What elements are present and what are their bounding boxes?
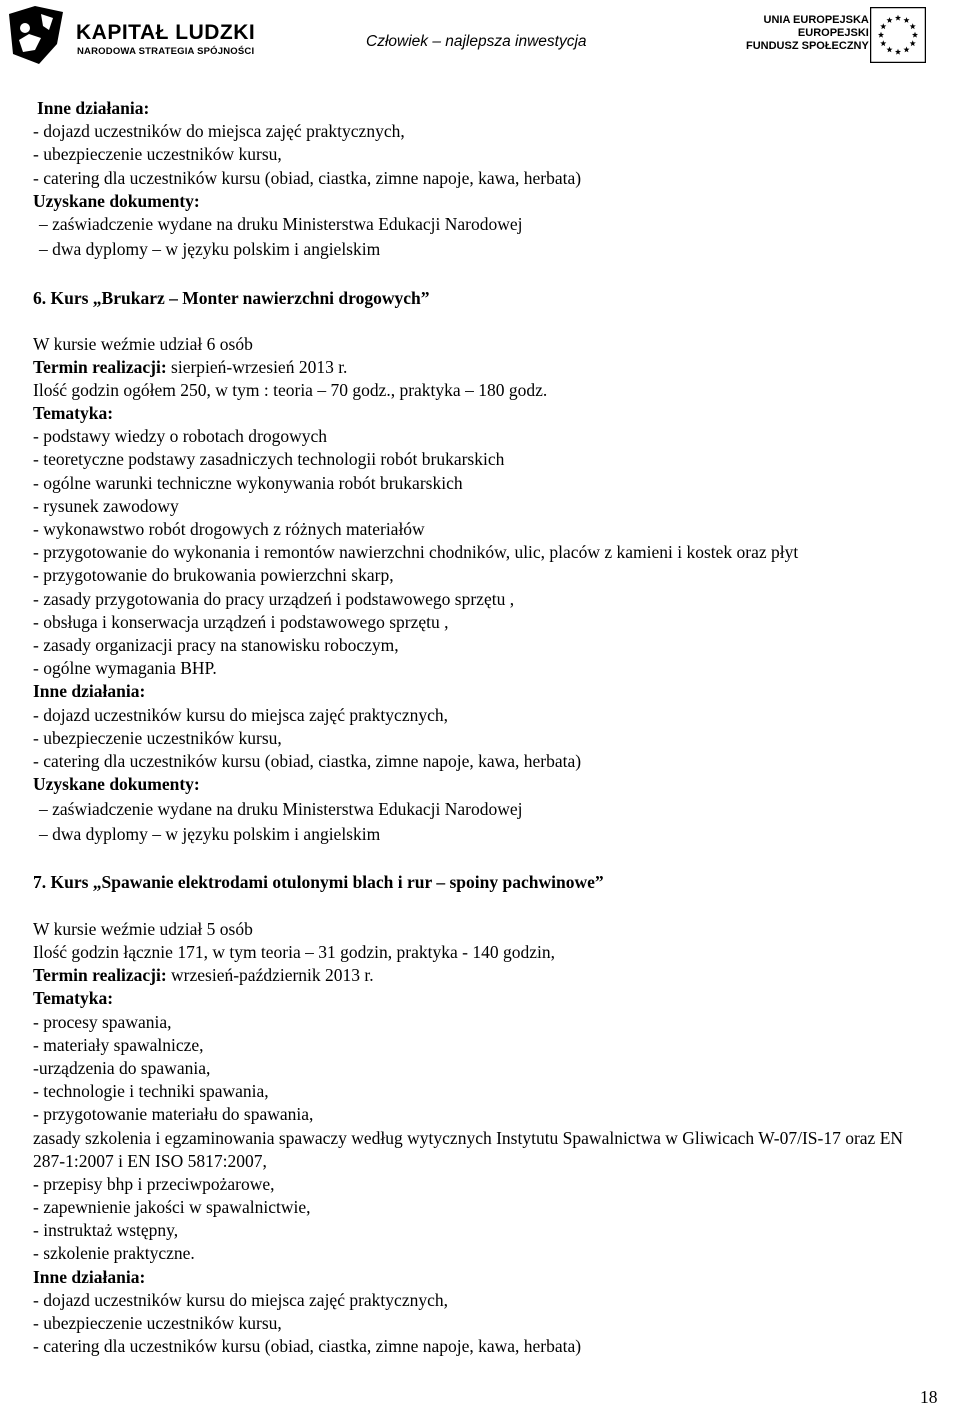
- other-activities-heading: Inne działania:: [33, 681, 146, 702]
- section-7-title: 7. Kurs „Spawanie elektrodami otulonymi blach i rur – spoiny pachwinowe”: [33, 871, 604, 892]
- list-item: - zasady przygotowania do pracy urządzeń i podstawowego sprzętu ,: [33, 588, 515, 609]
- list-item: - teoretyczne podstawy zasadniczych technologii robót brukarskich: [33, 449, 505, 470]
- other-activities-heading: Inne działania:: [33, 1266, 146, 1287]
- list-item: - ubezpieczenie uczestników kursu,: [33, 1313, 282, 1334]
- list-item: - ogólne warunki techniczne wykonywania robót brukarskich: [33, 472, 463, 493]
- list-item: - obsługa i konserwacja urządzeń i podstawowego sprzętu ,: [33, 611, 449, 632]
- list-item: - przepisy bhp i przeciwpożarowe,: [33, 1173, 275, 1194]
- document-body: [33, 97, 948, 1358]
- list-item: -urządzenia do spawania,: [33, 1057, 211, 1078]
- page-header: [0, 0, 960, 70]
- list-item: zasady szkolenia i egzaminowania spawaczy według wytycznych Instytutu Spawalnictwa w Gliwicach W-07/IS-17 oraz EN 287-1:2007 i EN ISO 5817:2007,: [33, 1127, 904, 1171]
- documents-heading: Uzyskane dokumenty:: [33, 774, 200, 795]
- eu-line-1: UNIA EUROPEJSKA: [763, 14, 869, 26]
- list-item: - catering dla uczestników kursu (obiad, ciastka, zimne napoje, kawa, herbata): [33, 750, 582, 771]
- hours: Ilość godzin łącznie 171, w tym teoria – 31 godzin, praktyka - 140 godzin,: [33, 942, 555, 962]
- list-item: – dwa dyplomy – w języku polskim i angielskim: [39, 239, 381, 260]
- list-item: - procesy spawania,: [33, 1011, 172, 1032]
- topics-heading: Tematyka:: [33, 403, 114, 424]
- other-activities-heading: Inne działania:: [37, 98, 150, 118]
- list-item: - catering dla uczestników kursu (obiad, ciastka, zimne napoje, kawa, herbata): [33, 167, 582, 188]
- eu-line-2: EUROPEJSKI: [797, 27, 869, 39]
- list-item: - dojazd uczestników kursu do miejsca zajęć praktycznych,: [33, 1289, 448, 1310]
- list-item: - materiały spawalnicze,: [33, 1034, 204, 1055]
- logo-subtitle: NARODOWA STRATEGIA SPÓJNOŚCI: [77, 46, 255, 57]
- kapital-ludzki-logo: [5, 4, 67, 66]
- eu-label: [746, 14, 869, 53]
- hours: Ilość godzin ogółem 250, w tym : teoria – 70 godz., praktyka – 180 godz.: [33, 379, 548, 400]
- list-item: - dojazd uczestników do miejsca zajęć praktycznych,: [33, 121, 405, 142]
- term-label: Termin realizacji:: [33, 356, 167, 377]
- list-item: - przygotowanie materiału do spawania,: [33, 1104, 314, 1125]
- section-6-title: 6. Kurs „Brukarz – Monter nawierzchni drogowych”: [33, 288, 430, 309]
- topics-heading: Tematyka:: [33, 988, 114, 1009]
- list-item: - dojazd uczestników kursu do miejsca zajęć praktycznych,: [33, 704, 448, 725]
- list-item: - ubezpieczenie uczestników kursu,: [33, 144, 282, 165]
- list-item: – dwa dyplomy – w języku polskim i angielskim: [39, 824, 381, 845]
- participants: W kursie weźmie udział 5 osób: [33, 918, 253, 939]
- eu-flag-icon: [870, 7, 926, 63]
- slogan: Człowiek – najlepsza inwestycja: [366, 33, 587, 50]
- list-item: - zapewnienie jakości w spawalnictwie,: [33, 1197, 311, 1218]
- term-label: Termin realizacji:: [33, 965, 167, 986]
- eu-line-3: FUNDUSZ SPOŁECZNY: [746, 40, 869, 52]
- list-item: - ubezpieczenie uczestników kursu,: [33, 727, 282, 748]
- documents-heading: Uzyskane dokumenty:: [33, 190, 200, 211]
- list-item: - technologie i techniki spawania,: [33, 1081, 269, 1102]
- list-item: – zaświadczenie wydane na druku Ministerstwa Edukacji Narodowej: [39, 799, 523, 820]
- logo-title: KAPITAŁ LUDZKI: [76, 21, 256, 44]
- list-item: - podstawy wiedzy o robotach drogowych: [33, 426, 328, 447]
- term-value: wrzesień-październik 2013 r.: [166, 965, 374, 986]
- list-item: - ogólne wymagania BHP.: [33, 658, 217, 679]
- page-number: 18: [920, 1387, 938, 1407]
- list-item: - instruktaż wstępny,: [33, 1220, 179, 1241]
- list-item: - wykonawstwo robót drogowych z różnych materiałów: [33, 519, 425, 539]
- term-value: sierpień-wrzesień 2013 r.: [166, 356, 348, 377]
- list-item: - catering dla uczestników kursu (obiad, ciastka, zimne napoje, kawa, herbata): [33, 1336, 582, 1357]
- participants: W kursie weźmie udział 6 osób: [33, 333, 253, 354]
- list-item: - szkolenie praktyczne.: [33, 1243, 195, 1264]
- list-item: – zaświadczenie wydane na druku Ministerstwa Edukacji Narodowej: [39, 213, 523, 234]
- list-item: - zasady organizacji pracy na stanowisku roboczym,: [33, 634, 399, 655]
- list-item: - przygotowanie do brukowania powierzchni skarp,: [33, 565, 394, 586]
- list-item: - przygotowanie do wykonania i remontów nawierzchni chodników, ulic, placów z kamieni i kostek oraz płyt: [33, 542, 799, 563]
- list-item: - rysunek zawodowy: [33, 495, 179, 516]
